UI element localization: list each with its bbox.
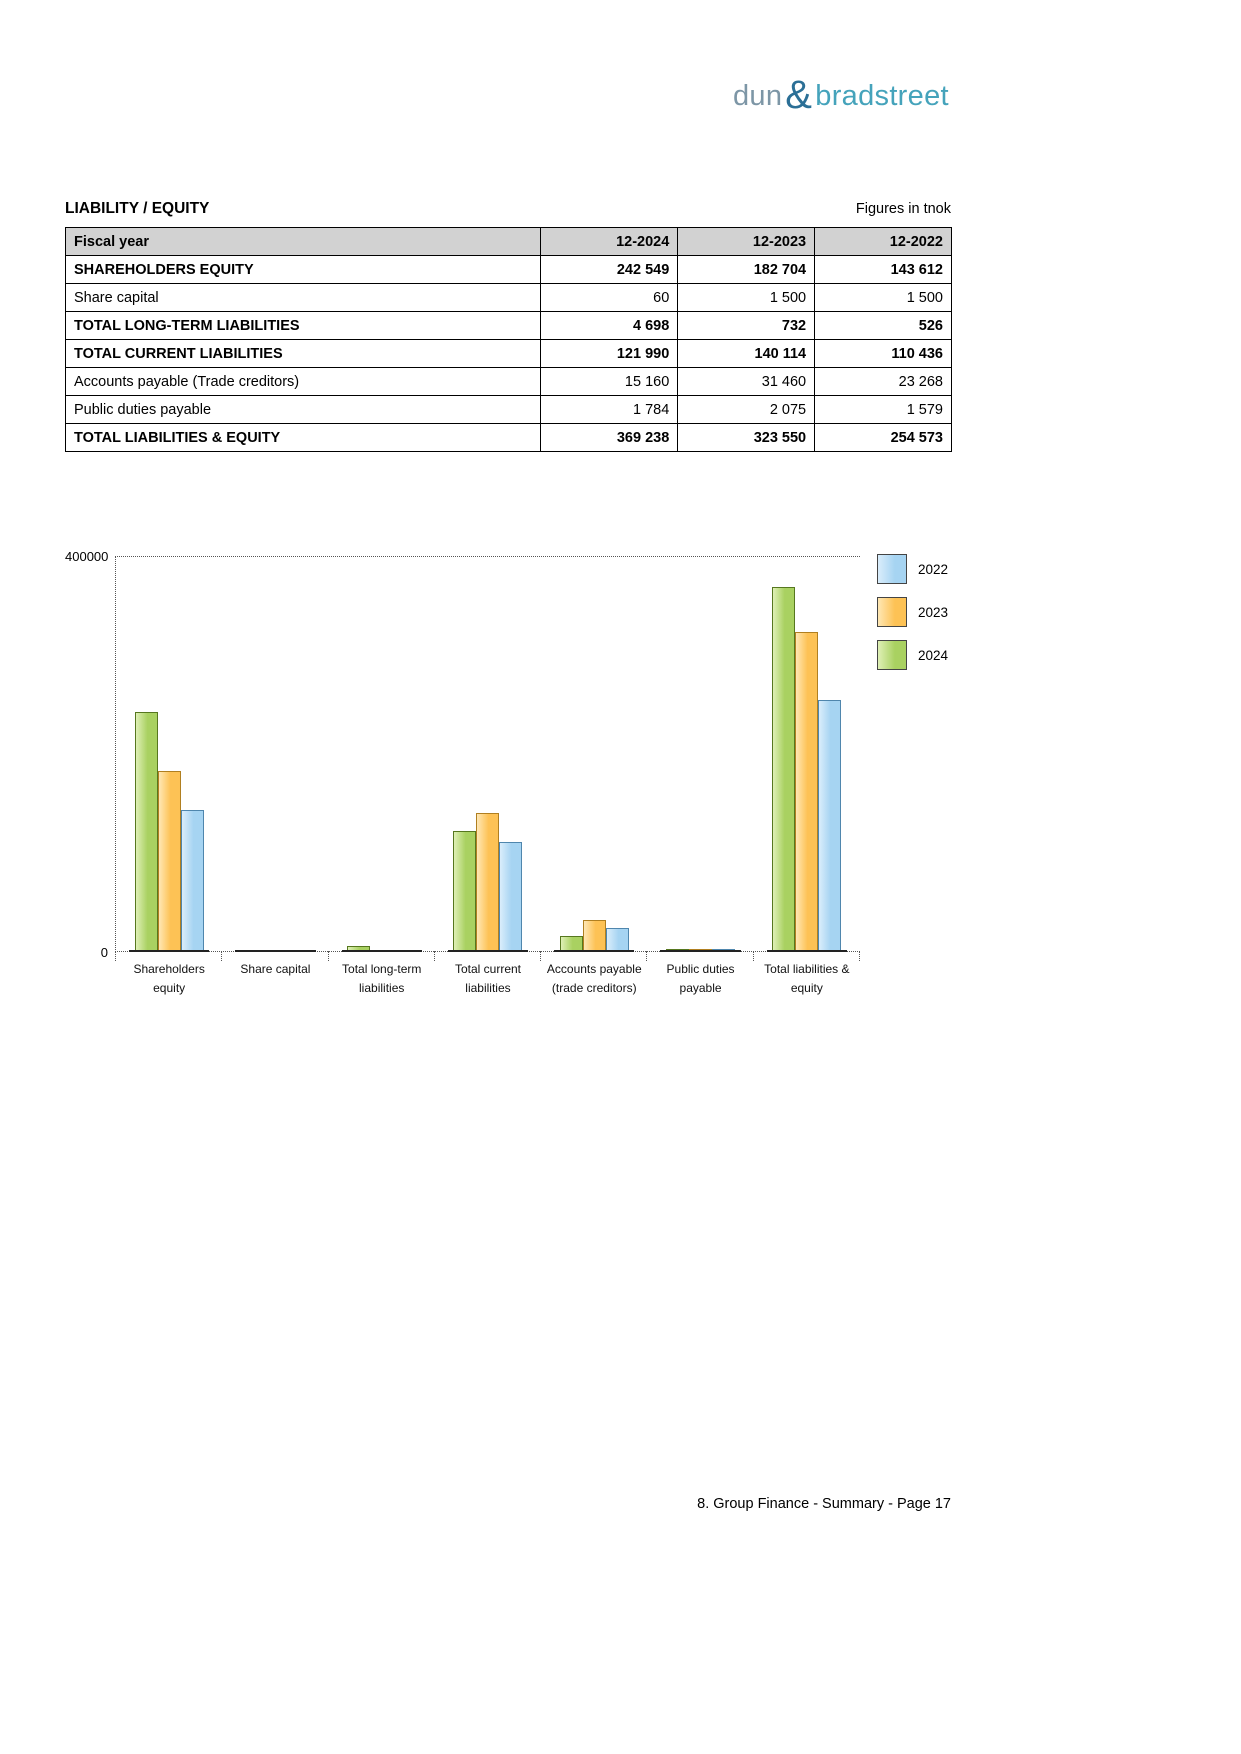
row-label: TOTAL LONG-TERM LIABILITIES xyxy=(66,312,541,340)
bar-2022-share-capital xyxy=(287,950,310,951)
value-cell: 242 549 xyxy=(541,256,678,284)
value-cell: 732 xyxy=(678,312,815,340)
category-label-total-long-term-liabilities: Total long-term liabilities xyxy=(342,962,422,995)
bar-group-total-current-liabilities xyxy=(435,557,541,995)
table-row xyxy=(66,340,952,368)
category-label-share-capital: Share capital xyxy=(240,962,311,976)
bars xyxy=(135,557,204,951)
bar-2023-total-long-term-liabilities xyxy=(370,950,393,951)
bar-group-share-capital xyxy=(222,557,328,976)
column-header-fiscal-year: Fiscal year xyxy=(66,228,541,256)
value-cell: 15 160 xyxy=(541,368,678,396)
y-axis-max-label: 400000 xyxy=(65,549,109,564)
category-label-accounts-payable-trade-creditors: Accounts payable (trade creditors) xyxy=(546,962,642,995)
bar-2023-total-current-liabilities xyxy=(476,813,499,951)
row-label: SHAREHOLDERS EQUITY xyxy=(66,256,541,284)
bar-2024-accounts-payable-trade-creditors xyxy=(560,936,583,951)
value-cell: 369 238 xyxy=(541,424,678,452)
row-label: Accounts payable (Trade creditors) xyxy=(66,368,541,396)
column-header-12-2024: 12-2024 xyxy=(541,228,678,256)
legend-label-2024: 2024 xyxy=(918,647,949,663)
value-cell: 23 268 xyxy=(815,368,952,396)
chart-plot xyxy=(115,556,860,995)
logo-text-dun: dun xyxy=(733,80,783,112)
value-cell: 140 114 xyxy=(678,340,815,368)
category-label-total-liabilities-and-equity: Total liabilities & equity xyxy=(764,962,850,995)
logo-text-bradstreet: bradstreet xyxy=(815,80,949,112)
figures-unit-note: Figures in tnok xyxy=(855,201,951,217)
value-cell: 110 436 xyxy=(815,340,952,368)
category-label-total-current-liabilities: Total current liabilities xyxy=(454,962,521,995)
value-cell: 31 460 xyxy=(678,368,815,396)
value-cell: 2 075 xyxy=(678,396,815,424)
bar-2022-shareholders-equity xyxy=(181,810,204,951)
bars xyxy=(772,557,841,951)
table-header-row xyxy=(66,228,952,256)
dun-bradstreet-logo xyxy=(733,70,949,115)
bar-group-shareholders-equity xyxy=(116,557,222,995)
bar-2024-shareholders-equity xyxy=(135,712,158,951)
bar-group-total-liabilities-and-equity xyxy=(754,557,860,995)
legend-item-2022 xyxy=(877,554,948,584)
bar-2024-share-capital xyxy=(241,950,264,951)
section-title-row xyxy=(65,200,951,218)
bar-2023-share-capital xyxy=(264,950,287,951)
value-cell: 4 698 xyxy=(541,312,678,340)
category-label-public-duties-payable: Public duties payable xyxy=(666,962,735,995)
legend-item-2023 xyxy=(877,597,948,627)
bars xyxy=(241,557,310,951)
bar-2023-accounts-payable-trade-creditors xyxy=(583,920,606,951)
bar-2023-total-liabilities-and-equity xyxy=(795,632,818,951)
value-cell: 526 xyxy=(815,312,952,340)
liability-equity-table xyxy=(65,227,952,452)
bar-2022-accounts-payable-trade-creditors xyxy=(606,928,629,951)
bar-2022-total-current-liabilities xyxy=(499,842,522,951)
bar-2024-total-liabilities-and-equity xyxy=(772,587,795,951)
liability-equity-bar-chart xyxy=(65,548,965,1013)
row-label: Share capital xyxy=(66,284,541,312)
bars xyxy=(666,557,735,951)
bar-2023-public-duties-payable xyxy=(689,949,712,951)
table-row xyxy=(66,284,952,312)
table-row xyxy=(66,424,952,452)
legend-swatch-2024 xyxy=(877,640,907,670)
table-row xyxy=(66,256,952,284)
legend-swatch-2023 xyxy=(877,597,907,627)
y-axis-zero-label: 0 xyxy=(100,945,108,960)
chart-legend xyxy=(877,554,948,670)
bar-group-total-long-term-liabilities xyxy=(329,557,435,995)
table-row xyxy=(66,368,952,396)
category-label-shareholders-equity: Shareholders equity xyxy=(133,962,205,995)
column-header-12-2022: 12-2022 xyxy=(815,228,952,256)
value-cell: 1 784 xyxy=(541,396,678,424)
bars xyxy=(560,557,629,951)
value-cell: 143 612 xyxy=(815,256,952,284)
row-label: TOTAL CURRENT LIABILITIES xyxy=(66,340,541,368)
table-row xyxy=(66,396,952,424)
bar-2024-public-duties-payable xyxy=(666,949,689,951)
value-cell: 1 500 xyxy=(678,284,815,312)
value-cell: 60 xyxy=(541,284,678,312)
legend-item-2024 xyxy=(877,640,948,670)
bar-2022-total-liabilities-and-equity xyxy=(818,700,841,951)
legend-swatch-2022 xyxy=(877,554,907,584)
column-header-12-2023: 12-2023 xyxy=(678,228,815,256)
bar-2024-total-current-liabilities xyxy=(453,831,476,951)
legend-label-2022: 2022 xyxy=(918,561,949,577)
bar-group-public-duties-payable xyxy=(647,557,753,995)
row-label: TOTAL LIABILITIES & EQUITY xyxy=(66,424,541,452)
bar-2024-total-long-term-liabilities xyxy=(347,946,370,951)
bar-2023-shareholders-equity xyxy=(158,771,181,951)
bar-group-accounts-payable-trade-creditors xyxy=(541,557,647,995)
logo-ampersand-icon: & xyxy=(785,73,813,117)
row-label: Public duties payable xyxy=(66,396,541,424)
legend-label-2023: 2023 xyxy=(918,604,949,620)
bars xyxy=(347,557,416,951)
value-cell: 254 573 xyxy=(815,424,952,452)
page-title: LIABILITY / EQUITY xyxy=(65,200,210,217)
value-cell: 182 704 xyxy=(678,256,815,284)
value-cell: 323 550 xyxy=(678,424,815,452)
bars xyxy=(453,557,522,951)
value-cell: 1 500 xyxy=(815,284,952,312)
page-footer: 8. Group Finance - Summary - Page 17 xyxy=(697,1496,951,1512)
value-cell: 121 990 xyxy=(541,340,678,368)
bar-2022-public-duties-payable xyxy=(712,949,735,951)
table-row xyxy=(66,312,952,340)
bar-2022-total-long-term-liabilities xyxy=(393,950,416,951)
value-cell: 1 579 xyxy=(815,396,952,424)
